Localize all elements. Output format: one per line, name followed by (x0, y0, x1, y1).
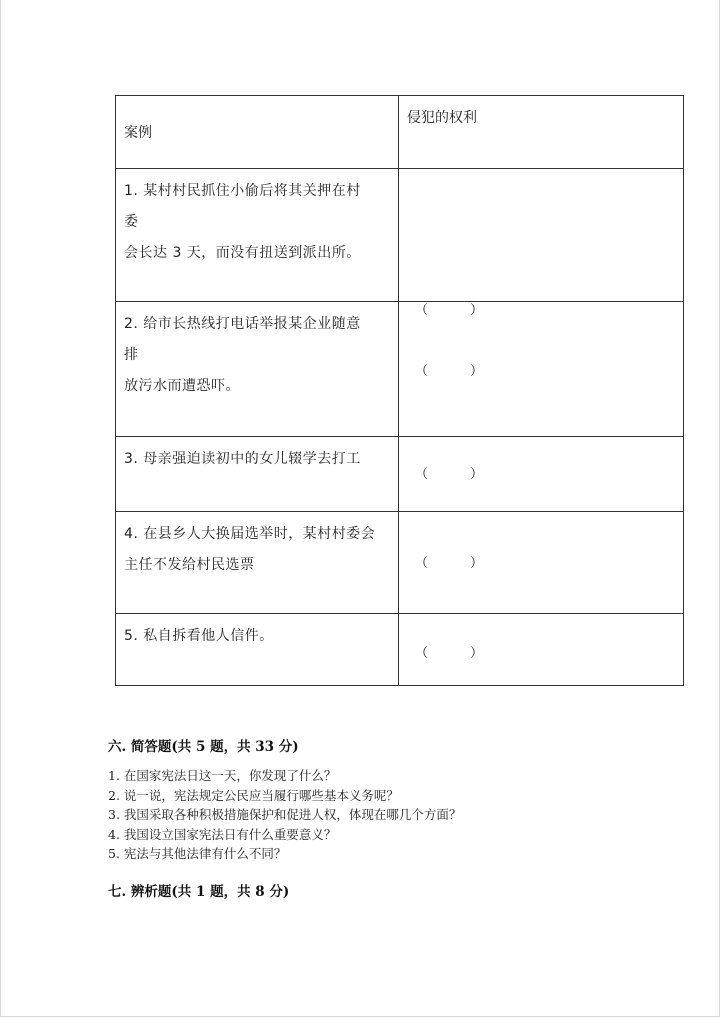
case-text-line: 5. 私自拆看他人信件。 (124, 628, 274, 644)
paren-close: ） (470, 556, 484, 571)
case-text-line: 委 (124, 214, 139, 230)
table-row (116, 614, 684, 686)
rights-case-table (115, 95, 684, 686)
question-item: 4. 我国设立国家宪法日有什么重要意义？ (108, 826, 337, 842)
paren-open: （ (415, 364, 429, 379)
header-right-label: 侵犯的权利 (407, 110, 477, 126)
paren-open: （ (415, 303, 429, 318)
case-text-line: 排 (124, 347, 139, 363)
case-text-line: 放污水而遭恐吓。 (124, 378, 240, 394)
table-row (116, 302, 684, 437)
table-header-row (116, 96, 684, 169)
answer-cell[interactable] (399, 302, 684, 437)
short-answer-question-list (108, 766, 461, 864)
answer-cell[interactable] (399, 437, 684, 512)
question-item: 1. 在国家宪法日这一天，你发现了什么？ (108, 768, 337, 783)
paren-open: （ (415, 556, 429, 571)
header-case-label: 案例 (124, 125, 152, 141)
case-cell (116, 614, 399, 686)
paren-close: ） (470, 303, 484, 318)
question-item: 2. 说一说，宪法规定公民应当履行哪些基本义务呢？ (108, 787, 399, 803)
answer-cell[interactable] (399, 614, 684, 686)
paren-close: ） (470, 646, 484, 661)
case-cell (116, 169, 399, 302)
paren-open: （ (415, 646, 429, 661)
paren-close: ） (470, 467, 484, 482)
table-row (116, 512, 684, 614)
question-item: 5. 宪法与其他法律有什么不同？ (108, 846, 287, 861)
case-text-line: 4. 在县乡人大换届选举时，某村村委会 (124, 526, 376, 542)
case-text-line: 3. 母亲强迫读初中的女儿辍学去打工 (124, 451, 361, 467)
table-row (116, 437, 684, 512)
case-text-line: 主任不发给村民选票 (124, 557, 255, 573)
case-text-line: 会长达 3 天，而没有扭送到派出所。 (124, 245, 361, 261)
case-text-line: 1. 某村村民抓住小偷后将其关押在村 (124, 183, 361, 199)
header-right-cell (399, 96, 684, 169)
table-row (116, 169, 684, 302)
answer-cell[interactable] (399, 169, 684, 318)
case-text-line: 2. 给市长热线打电话举报某企业随意 (124, 316, 361, 332)
case-cell (116, 437, 399, 512)
section-7-heading: 七. 辨析题(共 1 题，共 8 分) (108, 884, 290, 900)
answer-cell[interactable] (399, 512, 684, 614)
question-item: 3. 我国采取各种积极措施保护和促进人权，体现在哪几个方面？ (108, 807, 462, 822)
paren-close: ） (470, 364, 484, 379)
paren-open: （ (415, 467, 429, 482)
section-6-heading: 六. 简答题(共 5 题，共 33 分) (108, 739, 299, 755)
header-case-cell (116, 96, 399, 169)
case-cell (116, 512, 399, 614)
case-cell (116, 302, 399, 437)
